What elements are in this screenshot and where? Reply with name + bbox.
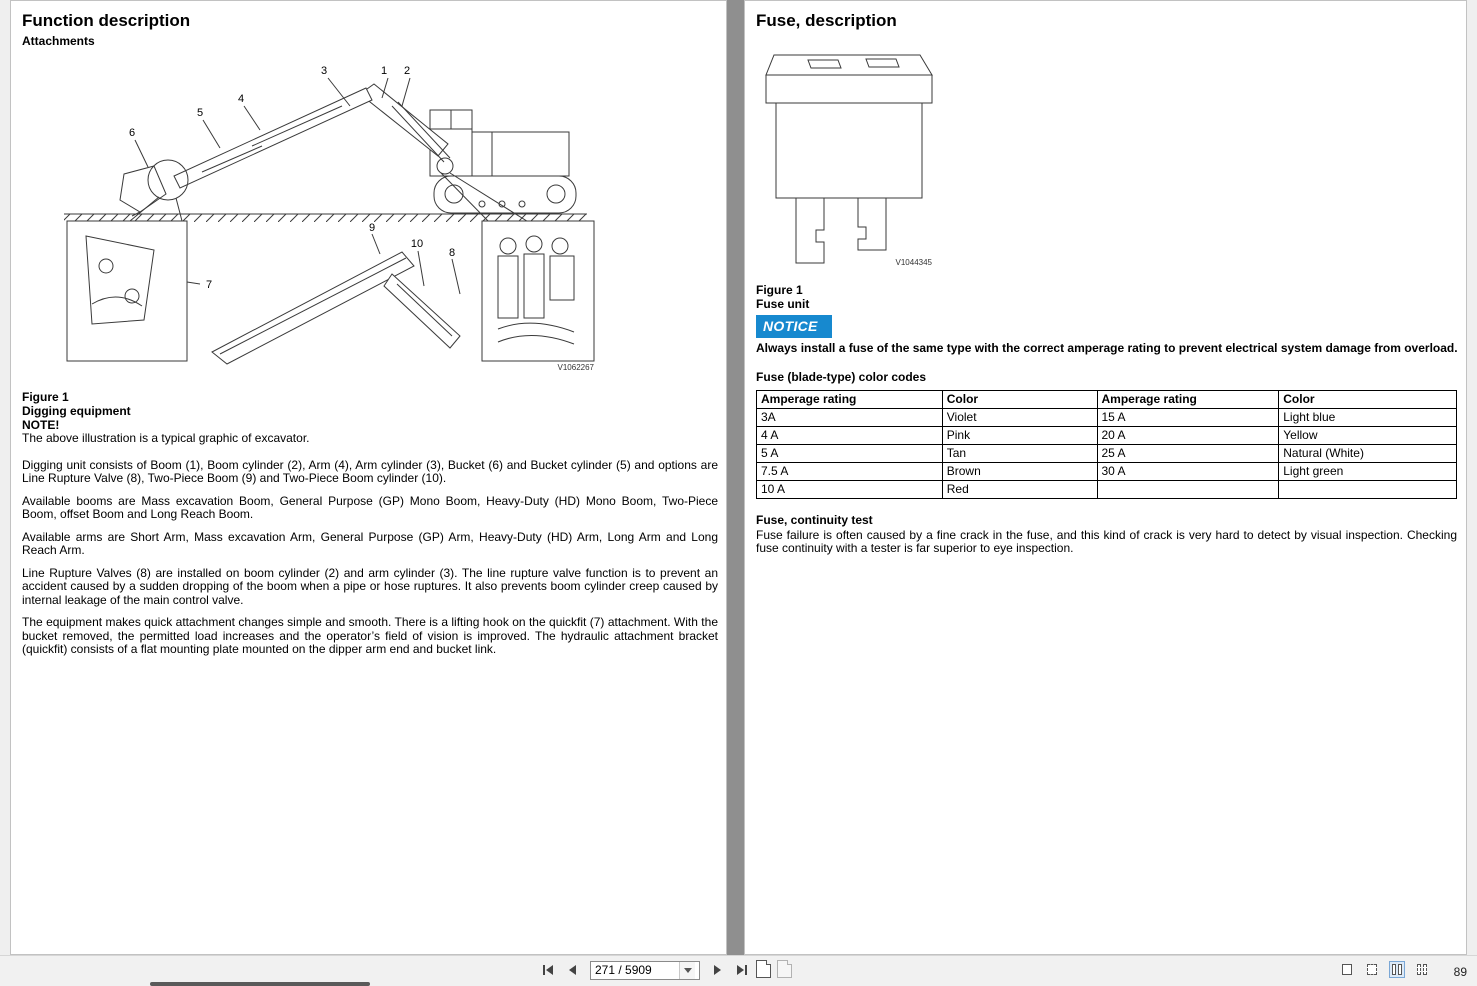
paragraph: Available booms are Mass excavation Boom, General Purpose (GP) Mono Boom, Heavy-Duty (HD) Mono Boom, Two-Piece Boom, offset Boom and Long Reach Boom.	[22, 493, 718, 521]
two-page-continuous-view-icon	[1423, 964, 1427, 975]
left-figure-caption: Digging equipment	[22, 404, 131, 418]
table-header-row	[757, 390, 1457, 408]
table-cell: 4 A	[757, 426, 943, 444]
table-cell: Pink	[942, 426, 1097, 444]
paragraph: Available arms are Short Arm, Mass excavation Arm, General Purpose (GP) Arm, Heavy-Duty (HD) Arm, Long Arm and Long Reach Arm.	[22, 529, 718, 557]
table-cell: Light blue	[1279, 408, 1457, 426]
two-page-view-icon	[1398, 964, 1402, 975]
table-row	[757, 408, 1457, 426]
single-page-view-button[interactable]	[1339, 961, 1355, 978]
column-header: Color	[1279, 390, 1457, 408]
single-page-view-icon	[1342, 964, 1352, 975]
notice-text: Always install a fuse of the same type with the correct amperage rating to prevent electrical system damage from overload.	[756, 341, 1458, 355]
two-page-continuous-view-icon	[1417, 964, 1421, 975]
callout-10: 10	[410, 238, 424, 250]
table-cell: 20 A	[1097, 426, 1279, 444]
callout-8: 8	[448, 247, 456, 259]
page-fold-icon	[766, 960, 771, 965]
right-figure-caption: Fuse unit	[756, 297, 810, 311]
left-figure-label: Figure 1	[22, 390, 69, 404]
table-cell: Brown	[942, 462, 1097, 480]
two-page-view-icon	[1392, 964, 1396, 975]
table-row	[757, 462, 1457, 480]
horizontal-scrollbar-thumb[interactable]	[150, 982, 370, 986]
page-combo-caret[interactable]	[679, 962, 695, 979]
excavator-illustration	[62, 54, 607, 376]
fuse-color-code-table	[756, 390, 1457, 499]
table-cell	[1279, 480, 1457, 498]
table-cell: 3A	[757, 408, 943, 426]
zoom-level-label: 89	[1453, 965, 1467, 979]
table-cell: 7.5 A	[757, 462, 943, 480]
fuse-illustration	[762, 45, 947, 273]
left-page-title: Function description	[22, 11, 191, 30]
callout-5: 5	[196, 107, 204, 119]
first-page-button[interactable]	[538, 960, 558, 980]
right-page-title: Fuse, description	[756, 11, 897, 30]
last-page-button[interactable]	[732, 960, 752, 980]
table-cell: 30 A	[1097, 462, 1279, 480]
previous-page-icon	[567, 965, 577, 975]
next-page-icon	[713, 965, 723, 975]
right-figure-label: Figure 1	[756, 283, 803, 297]
table-cell: Violet	[942, 408, 1097, 426]
page-layout-controls	[1339, 961, 1430, 978]
digging-equipment-figure	[62, 54, 718, 376]
callout-1: 1	[380, 65, 388, 77]
next-page-button[interactable]	[708, 960, 728, 980]
column-header: Amperage rating	[757, 390, 943, 408]
callout-3: 3	[320, 65, 328, 77]
callout-4: 4	[237, 93, 245, 105]
left-page-subtitle: Attachments	[22, 34, 95, 48]
note-label: NOTE!	[22, 418, 60, 432]
last-page-icon	[736, 965, 748, 975]
table-cell: 10 A	[757, 480, 943, 498]
continuous-view-button[interactable]	[1364, 961, 1380, 978]
continuity-test-title: Fuse, continuity test	[756, 512, 873, 527]
right-page	[744, 0, 1467, 955]
table-cell: 25 A	[1097, 444, 1279, 462]
table-cell: Light green	[1279, 462, 1457, 480]
page-divider	[727, 0, 744, 955]
figure-code-right: V1044345	[895, 258, 932, 267]
table-row	[757, 444, 1457, 462]
table-cell: Red	[942, 480, 1097, 498]
callout-7: 7	[206, 279, 213, 291]
page-indicator-combo[interactable]	[590, 961, 700, 980]
paragraph: Digging unit consists of Boom (1), Boom cylinder (2), Arm (4), Arm cylinder (3), Bucket (6) and Bucket cylinder (5) and options are Line Rupture Valve (8), Two-Piece Boom (9) and Two-Piece Boom cylinder (10).	[22, 457, 718, 485]
table-cell	[1097, 480, 1279, 498]
column-header: Amperage rating	[1097, 390, 1279, 408]
previous-page-button[interactable]	[562, 960, 582, 980]
page-navigation	[538, 960, 752, 980]
paragraph: The equipment makes quick attachment changes simple and smooth. There is a lifting hook on the quickfit (7) attachment. With the bucket removed, the permitted load increases and the operator’s field of vision is improved. The hydraulic attachment bracket (quickfit) consists of a flat mounting plate mounted on the dipper arm end and bucket link.	[22, 615, 718, 656]
first-page-icon	[542, 965, 554, 975]
toolbar-aux-buttons	[756, 960, 792, 978]
page-fold-icon	[787, 960, 792, 965]
snapshot-button[interactable]	[777, 960, 792, 978]
notice-badge: NOTICE	[756, 315, 832, 338]
fuse-figure	[762, 45, 1458, 273]
continuity-test-text: Fuse failure is often caused by a fine crack in the fuse, and this kind of crack is very hard to detect by visual inspection. Checking fuse continuity with a tester is far superior to eye inspection.	[756, 527, 1457, 555]
column-header: Color	[942, 390, 1097, 408]
page-indicator-input[interactable]	[591, 962, 679, 979]
callout-6: 6	[128, 127, 136, 139]
table-row	[757, 426, 1457, 444]
paragraph: Line Rupture Valves (8) are installed on boom cylinder (2) and arm cylinder (3). The line rupture valve function is to prevent an accident caused by a sudden dropping of the boom when a pipe or hose ruptures. It also prevents boom cylinder creep caused by internal leakage of the main control valve.	[22, 565, 718, 607]
left-page	[10, 0, 727, 955]
table-cell: 15 A	[1097, 408, 1279, 426]
table-cell: Yellow	[1279, 426, 1457, 444]
callout-2: 2	[403, 65, 411, 77]
continuous-view-icon	[1367, 964, 1377, 975]
note-text: The above illustration is a typical graphic of excavator.	[22, 431, 310, 445]
two-page-view-button[interactable]	[1389, 961, 1405, 978]
figure-code-left: V1062267	[557, 363, 594, 372]
two-page-continuous-view-button[interactable]	[1414, 961, 1430, 978]
table-cell: Natural (White)	[1279, 444, 1457, 462]
fuse-table-title: Fuse (blade-type) color codes	[756, 369, 927, 384]
table-row	[757, 480, 1457, 498]
chevron-down-icon	[684, 968, 692, 973]
table-cell: Tan	[942, 444, 1097, 462]
go-to-page-button[interactable]	[756, 960, 771, 978]
callout-9: 9	[368, 222, 376, 234]
table-cell: 5 A	[757, 444, 943, 462]
